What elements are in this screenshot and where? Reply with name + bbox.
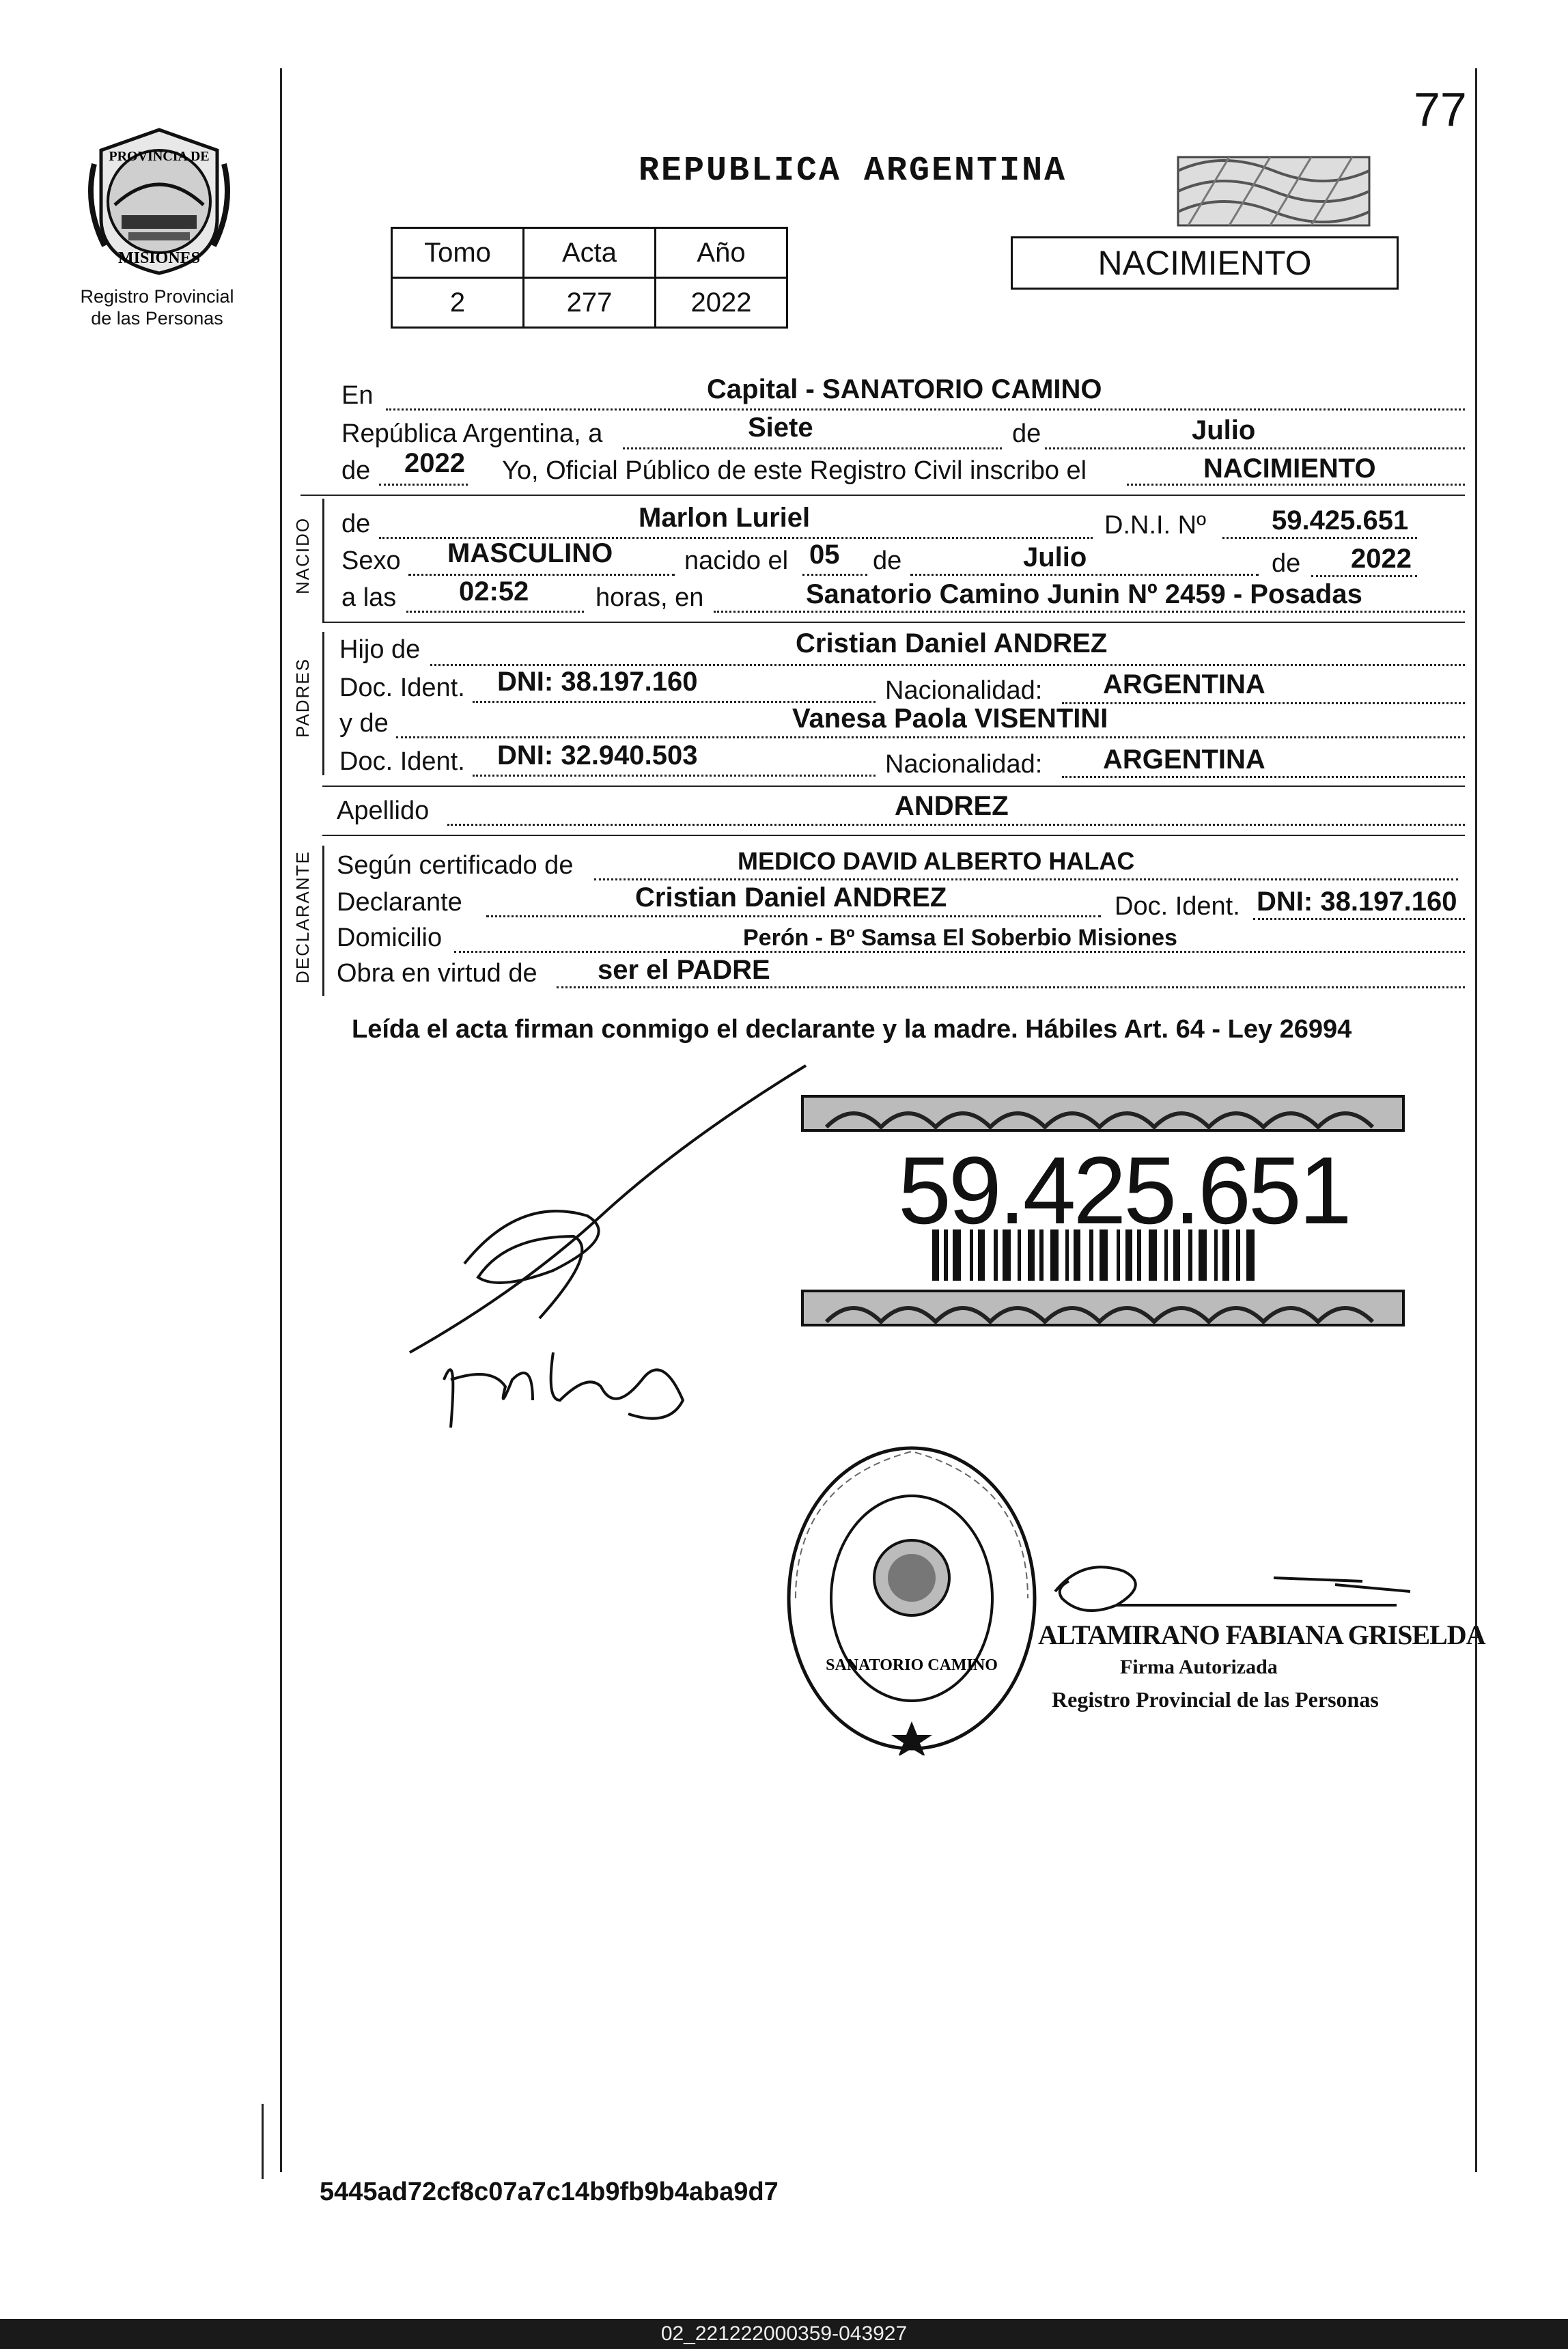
yo-text: Yo, Oficial Público de este Registro Civil inscribo el (502, 456, 1087, 485)
apellido-label: Apellido (337, 796, 430, 825)
obra-value: ser el PADRE (598, 955, 770, 985)
mother-nat-value: ARGENTINA (1103, 745, 1265, 775)
nacido-de-label: de (341, 510, 371, 538)
alas-label: a las (341, 583, 397, 612)
dni-label: D.N.I. Nº (1104, 511, 1206, 540)
hijo-de-label: Hijo de (339, 635, 421, 664)
issuer-line2: de las Personas (91, 308, 223, 329)
dni-dots (1222, 537, 1417, 539)
right-margin-line (1475, 68, 1477, 2172)
birth-de-label: de (873, 546, 902, 575)
obra-dots (557, 986, 1465, 988)
mother-nat-dots (1062, 776, 1465, 778)
horas-label: horas, en (596, 583, 704, 612)
sexo-dots (408, 574, 675, 576)
page-number: 77 (1414, 83, 1467, 136)
birth-de-label-2: de (1272, 549, 1301, 578)
birth-day-value: 05 (809, 540, 840, 570)
register-table (391, 227, 788, 329)
seal-inner-text: SANATORIO CAMINO (826, 1656, 998, 1674)
official-role: Firma Autorizada (1120, 1656, 1278, 1678)
obra-label: Obra en virtud de (337, 959, 537, 988)
birth-day-dots (802, 574, 867, 576)
declarant-signature (396, 1059, 833, 1441)
logo-text-top: PROVINCIA DE (109, 149, 210, 164)
security-stamp (1175, 150, 1373, 232)
cert-label: Según certificado de (337, 851, 574, 880)
register-table-value-row (392, 278, 787, 328)
birth-month-dots (910, 574, 1259, 576)
cert-dots (594, 878, 1458, 880)
country-title: REPUBLICA ARGENTINA (639, 152, 1067, 191)
decl-doc-label: Doc. Ident. (1115, 892, 1240, 921)
apellido-separator (322, 835, 1465, 836)
tomo-header: Tomo (392, 228, 524, 278)
father-value: Cristian Daniel ANDREZ (796, 628, 1108, 658)
acta-value: 277 (524, 278, 656, 328)
nacido-section-label: NACIDO (292, 516, 313, 594)
place-dots (386, 408, 1465, 411)
de-label-1: de (1012, 419, 1041, 448)
issuer-name (55, 286, 260, 329)
left-margin-line-lower (262, 2104, 264, 2179)
id-number-large: 59.425.651 (898, 1137, 1349, 1244)
intro-separator (300, 495, 1465, 496)
yde-label: y de (339, 709, 389, 738)
place-value: Capital - SANATORIO CAMINO (707, 374, 1102, 404)
declarante-section-label: DECLARANTE (292, 850, 313, 984)
father-doc-label: Doc. Ident. (339, 673, 465, 702)
footer-code: 02_221222000359-043927 (660, 2322, 908, 2345)
acta-header: Acta (524, 228, 656, 278)
dni-value: 59.425.651 (1272, 505, 1409, 536)
left-margin-line (280, 68, 282, 2172)
day-value: Siete (748, 413, 813, 443)
tomo-value: 2 (392, 278, 524, 328)
en-label: En (341, 381, 374, 410)
mother-doc-dots (473, 775, 876, 777)
closing-text: Leída el acta firman conmigo el declarante y la madre. Hábiles Art. 64 - Ley 26994 (352, 1015, 1352, 1044)
decl-dots (486, 915, 1101, 917)
sexo-label: Sexo (341, 546, 401, 575)
register-table-header-row (392, 228, 787, 278)
birth-year-dots (1311, 575, 1417, 577)
father-nat-value: ARGENTINA (1103, 669, 1265, 699)
dom-label: Domicilio (337, 923, 443, 952)
mother-doc-value: DNI: 32.940.503 (497, 740, 698, 770)
padres-separator (322, 786, 1465, 787)
mother-nat-label: Nacionalidad: (885, 750, 1043, 779)
decl-label: Declarante (337, 888, 462, 917)
issuer-line1: Registro Provincial (80, 286, 234, 307)
padres-bracket (322, 632, 324, 775)
day-dots (623, 447, 1002, 449)
year-dots (379, 484, 468, 486)
time-value: 02:52 (459, 576, 529, 607)
record-type: NACIMIENTO (1097, 244, 1312, 282)
birth-year-value: 2022 (1351, 544, 1412, 574)
father-doc-dots (473, 701, 876, 703)
decl-doc-value: DNI: 38.197.160 (1257, 887, 1457, 917)
official-seal (782, 1441, 1041, 1755)
father-dots (430, 664, 1465, 666)
record-type-box (1011, 236, 1399, 290)
anio-value: 2022 (656, 278, 787, 328)
month-dots (1045, 447, 1465, 449)
official-office: Registro Provincial de las Personas (1052, 1687, 1379, 1712)
time-dots (406, 611, 584, 613)
location-dots (714, 611, 1465, 613)
apellido-value: ANDREZ (895, 791, 1009, 821)
decl-value: Cristian Daniel ANDREZ (635, 882, 947, 913)
mother-doc-label: Doc. Ident. (339, 747, 465, 776)
anio-header: Año (656, 228, 787, 278)
mother-dots (396, 736, 1465, 738)
official-name: ALTAMIRANO FABIANA GRISELDA (1038, 1620, 1485, 1650)
province-logo (81, 123, 238, 280)
logo-text-bottom: MISIONES (117, 249, 201, 267)
padres-section-label: PADRES (292, 658, 313, 738)
document-hash: 5445ad72cf8c07a7c14b9fb9b4aba9d7 (320, 2178, 779, 2206)
declarante-bracket (322, 846, 324, 996)
decl-doc-dots (1253, 918, 1465, 920)
month-value: Julio (1192, 415, 1256, 445)
footer-bar (0, 2319, 1568, 2349)
name-value: Marlon Luriel (639, 503, 811, 533)
year-value: 2022 (404, 448, 465, 478)
nacido-separator (322, 622, 1465, 623)
father-nat-label: Nacionalidad: (885, 676, 1043, 705)
birth-month-value: Julio (1023, 542, 1087, 572)
de-label-2: de (341, 456, 371, 485)
father-nat-dots (1062, 702, 1465, 704)
location-value: Sanatorio Camino Junin Nº 2459 - Posadas (806, 579, 1362, 609)
event-value: NACIMIENTO (1203, 454, 1376, 484)
sexo-value: MASCULINO (447, 538, 613, 568)
apellido-dots (447, 824, 1465, 826)
father-doc-value: DNI: 38.197.160 (497, 667, 698, 697)
nacido-bracket (322, 499, 324, 622)
nacido-el-label: nacido el (684, 546, 789, 575)
republica-label: República Argentina, a (341, 419, 603, 448)
cert-value: MEDICO DAVID ALBERTO HALAC (738, 847, 1135, 875)
dom-value: Perón - Bº Samsa El Soberbio Misiones (743, 925, 1177, 951)
mother-value: Vanesa Paola VISENTINI (792, 704, 1108, 734)
